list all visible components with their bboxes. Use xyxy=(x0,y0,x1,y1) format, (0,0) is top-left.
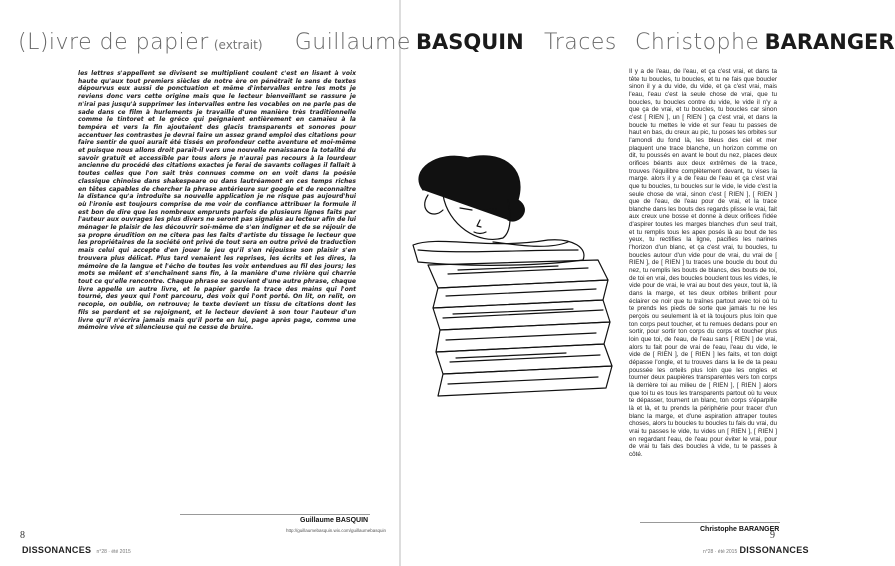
left-footer-meta: n°28 · été 2015 xyxy=(96,549,131,555)
right-page-number: 9 xyxy=(770,530,775,541)
right-signature-rule xyxy=(640,522,780,523)
right-body-text: Il y a de l'eau, de l'eau, et ça c'est vrai, et dans ta tête tu boucles, tu boucles, et tu ne fais que boucler sinon il y a du vide, du vide, et ça c'est vrai, mais l'eau, l'eau c'est la seule chose de vrai, que tu boucles, tu boucles contre du vide, le vide il n'y a que ça de vrai, et tu boucles, tu boucles car sinon c'est [ RIEN ], un [ RIEN ] ça c'est vrai, et dans la boucle tu mettes le vide et sur l'eau tu passes de haut en bas, du creux au pic, tu poses tes orbites sur l'amondi du fond là, les bleus des ciel et mer plaquent une trace blanche, un horizon comme on dit, tu poussés en avant le bout du nez, places deux orifices béants aux deux extrêmes de la trace, trouves l'équilibre complètement devant, tu vises la marge. alors il y a de l'eau de l'eau et ça c'est vrai que tu boucles, tu boucles sur le vide, le vide c'est la seule chose de vrai, sinon c'est [ RIEN ], [ RIEN ] que de l'eau, de l'eau pour de vrai, et la trace blanche dans les bouts des regards plisse le vrai, fait aux creux une bosse et donne à deux orifices l'idée d'aspirer toutes les marges blanches d'un seul trait, et tu remplis tous les apex posés là au bout de tes yeux, tu rectifies la ligne, pacifies les narines l'horizon d'un blanc, et ça c'est vrai, tu boucles, tu boucles autour d'un vide pour de vrai, du vrai de [ RIEN ], de [ RIEN ] tu traces une boucle du bout du nez, tu remplis les bouts de blancs, des bouts de toi, de toi en vrai, des boucles bouclent tous les vides, le vide pour de vrai, le vrai au bout des yeux, tout là, là dans la marge, et tes deux orbites brillent pour éclairer ce noir que tu traînes partout avec toi où tu te prends les pieds de sorte que jamais tu ne les perçois ou seulement là et là toujours plus loin que ton corps peut toucher, et tu remues dedans pour en sortir, pour sortir ton corps du corps et toucher plus loin que toi, de l'eau, de l'eau sans [ RIEN ] de vrai, alors tu fait pour de vrai de l'eau, l'eau du vide, le vide de [ RIEN ], de [ RIEN ] les faits, et ton doigt dépasse l'ongle, et tu trouves dans la lie de ta peau poussée les orteils plus loin que les ongles et tourner deux paupières transparentes vers ton corps là derrière toi au milieu de [ RIEN ], [ RIEN ] alors que toi tu es tous les transparents partout où tu veux te dépasser, tournent un blanc, ton corps s'éparpille là et là, et tu prends la périphérie pour tracer d'un blanc la marge, et d'une aspiration attraper toutes choses, alors tu boucles tu boucles tu fais du vrai, du vrai tu passes le vide, tu vides un [ RIEN ], [ RIEN ] en regardant l'eau, de l'eau pour éviter le vrai, pour de vrai tu fais des boucles à vide, tu te passes à côté. xyxy=(629,68,777,458)
right-footer xyxy=(700,545,809,555)
left-footer xyxy=(22,545,131,555)
right-author-first: Christophe xyxy=(635,30,760,55)
left-body-text: les lettres s'appellent se divisent se multiplient coulent c'est en lisant à voix haute qu'aux tout premiers siècles de notre ère on pénétrait le sens de textes dépourvus eux aussi de ponctuation et même d'intervalles entre les mots je reviens donc vers cette origine mais que le lecteur bienveillant se rassure je n'irai pas jusqu'à supprimer les intervalles entre les vocables on ne parle pas de sade dans ce film à hurlements je travaille d'une manière très traditionnelle comme le tintoret et le gréco qui peignaient entièrement en camaïeu à la tempéra et vers la fin ajoutaient des glacis transparents et sonores pour accentuer les contrastes je devrai faire un assez grand emploi des citations pour faire sentir de quoi aurait été tissés en profondeur cette aventure et moi-même et puisque nous allons droit parait-il vers une nouvelle renaissance la totalité du savoir gratuit et accessible par tous alors je n'aurai pas recours à la lourdeur ancienne du procédé des citations exactes je ferai de savants collages il fallait à toutes celles que l'on sait très connues comme on en voit dans la poésie classique chinoise dans shakespeare ou dans lautréamont en ces temps riches en têtes capables de chercher la phrase antérieure sur google et de reconnaître la distance qu'a introduite sa nouvelle application je ne risque pas aujourd'hui où l'ironie est toujours comprise de me voir de confiance attribuer la formule il est bon de dire que les nombreux emprunts parfois de plusieurs lignes faits par l'auteur aux ouvrages les plus divers ne seront pas signalés au lecteur afin de lui ménager le plaisir de les découvrir soi-même de s'en indigner et de se réjouir de sa propre érudition on ne citera pas les faits d'artiste du tissage le lecteur que les propriétaires de la société ont privé de tout sera en outre privé de traduction mais celui qui accepte d'en jouer le jeu qu'il s'en réjouisse son plaisir s'en trouvera plus délicat. Plus tard venaient les reprises, les écrits et les dires, la mémoire de la langue et l'écho de toutes les voix entendues au fil des jours; les mots se mêlent et s'enchaînent sans fin, à la manière d'une rivière qui charrie tout ce qu'elle rencontre. Chaque phrase se souvient d'une autre phrase, chaque livre appelle un autre livre, et le papier garde la trace des mains qui l'ont tourné, des yeux qui l'ont parcouru, des voix qui l'ont porté. On lit, on relit, on recopie, on oublie, on retrouve; le texte devient un tissu de citations dont les fils se perdent et se rejoignent, et le lecteur devient à son tour l'auteur d'un livre qu'il n'écrira jamais mais qu'il porte en lui, page après page, comme une mémoire vive et silencieuse qui ne cesse de bruire. xyxy=(78,70,356,332)
right-signature: Christophe BARANGER xyxy=(700,526,780,533)
left-author-url[interactable]: http://guillaumebasquin.wix.com/guillaumebasquin xyxy=(286,528,387,533)
left-title-main: (L)ivre de papier xyxy=(18,30,209,55)
right-author-last: BARANGER xyxy=(764,30,895,54)
right-title-main: Traces xyxy=(544,30,617,55)
left-title-extract: (extrait) xyxy=(213,38,263,52)
left-author-last: BASQUIN xyxy=(416,30,524,54)
right-footer-meta: n°28 · été 2015 xyxy=(703,549,738,555)
right-footer-brand: DISSONANCES xyxy=(739,545,809,555)
left-signature: Guillaume BASQUIN xyxy=(300,517,369,524)
left-page-number: 8 xyxy=(20,530,25,541)
left-page-title xyxy=(18,30,524,55)
left-author-first: Guillaume xyxy=(294,30,411,55)
left-signature-rule xyxy=(180,514,370,515)
right-page-title xyxy=(544,30,895,55)
woman-sleeping-on-papers-illustration xyxy=(398,150,626,410)
left-footer-brand: DISSONANCES xyxy=(22,545,92,555)
